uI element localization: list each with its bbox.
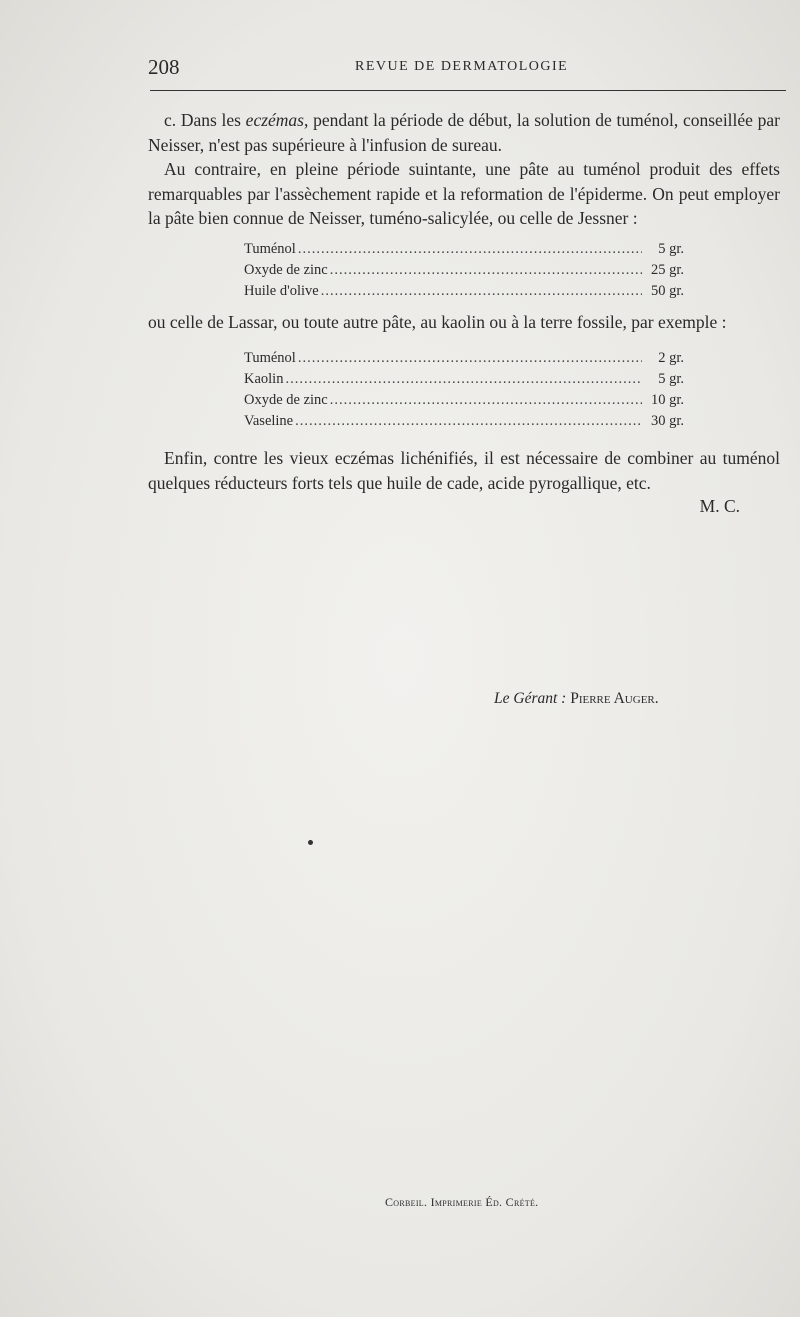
recipe-row xyxy=(244,281,684,302)
running-head: REVUE DE DERMATOLOGIE xyxy=(355,59,569,74)
gerant-label: Le Gérant : xyxy=(494,690,567,707)
paragraph-text: c. Dans les xyxy=(164,110,246,130)
ingredient: Kaolin xyxy=(244,371,284,387)
recipe-lassar xyxy=(244,348,684,432)
paragraph-eczemas xyxy=(148,108,780,157)
recipe-row xyxy=(244,411,684,432)
leader-dots xyxy=(295,411,642,432)
header-rule xyxy=(150,90,786,91)
ingredient: Huile d'olive xyxy=(244,282,319,299)
paragraph-enfin xyxy=(148,446,780,516)
ingredient: Vaseline xyxy=(244,413,294,429)
ingredient: Tuménol xyxy=(244,240,296,257)
leader-dots xyxy=(298,239,642,260)
paragraph-lassar: ou celle de Lassar, ou toute autre pâte, au kaolin ou à la terre fossile, par exemple : xyxy=(148,311,727,332)
article-body xyxy=(148,108,780,516)
quantity: 5 gr. xyxy=(658,371,684,387)
quantity: 10 gr. xyxy=(650,392,684,408)
italic-term: eczémas xyxy=(245,110,304,130)
quantity: 5 gr. xyxy=(658,240,684,257)
ingredient: Tuménol xyxy=(244,350,296,366)
leader-dots xyxy=(321,281,642,302)
recipe-row xyxy=(244,260,684,281)
recipe-row xyxy=(244,239,684,260)
paragraph-text: Enfin, contre les vieux eczémas lichénifiés, il est nécessaire de combiner au tuménol quelques réducteurs forts tels que huile de cade, acide pyrogallique, etc. xyxy=(148,448,780,493)
leader-dots xyxy=(298,348,642,369)
quantity: 50 gr. xyxy=(650,282,684,299)
recipe-jessner xyxy=(244,239,684,302)
quantity: 2 gr. xyxy=(658,350,684,366)
recipe-row xyxy=(244,369,684,390)
gerant-name: Pierre Auger. xyxy=(570,690,659,707)
gerant-line xyxy=(494,690,659,708)
quantity: 25 gr. xyxy=(650,261,684,278)
ingredient: Oxyde de zinc xyxy=(244,261,328,278)
printer-imprint: Corbeil. Imprimerie Éd. Crété. xyxy=(385,1195,539,1209)
recipe-row xyxy=(244,390,684,411)
author-initials: M. C. xyxy=(699,496,740,516)
paragraph-pate: Au contraire, en pleine période suintante, une pâte au tuménol produit des effets remarquables par l'assèchement rapide et la reformation de l'épiderme. On peut employer la pâte bien connue de Neisser, tuméno-salicylée, ou celle de Jessner : xyxy=(148,159,780,228)
leader-dots xyxy=(285,369,642,390)
recipe-row xyxy=(244,348,684,369)
leader-dots xyxy=(330,390,642,411)
paragraph-text: , pendant la période de début, la solution de tuménol, conseillée par Neisser, n'est pas supérieure à l'infusion de sureau. xyxy=(148,110,780,155)
page-header xyxy=(148,55,786,85)
page-number: 208 xyxy=(148,55,180,79)
ink-spot xyxy=(308,840,313,845)
ingredient: Oxyde de zinc xyxy=(244,392,328,408)
quantity: 30 gr. xyxy=(650,413,684,429)
leader-dots xyxy=(330,260,642,281)
